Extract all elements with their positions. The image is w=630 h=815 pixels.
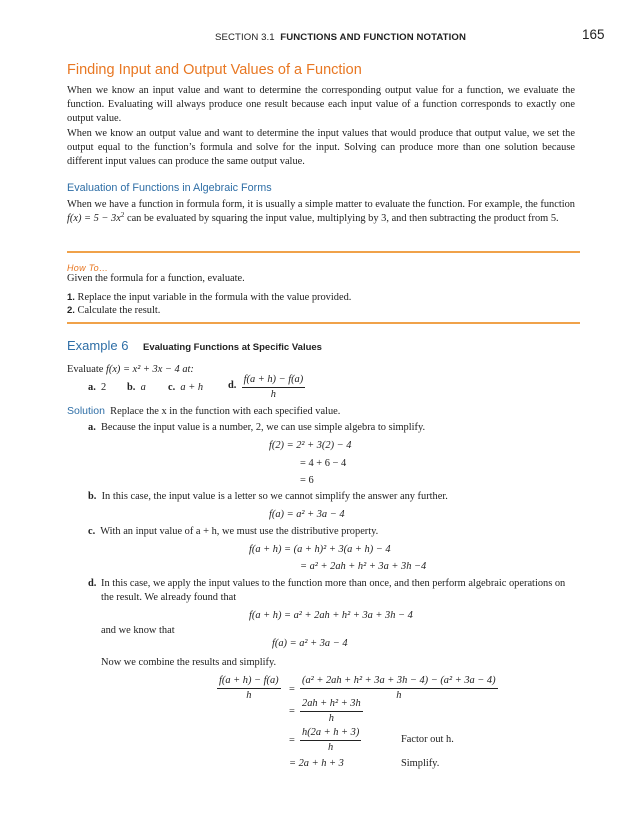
prompt-text: Evaluate <box>67 364 104 375</box>
part-c-value: c. a + h <box>168 382 204 393</box>
derivation-lhs <box>217 674 281 703</box>
part-b-eq <box>269 508 345 522</box>
derivation-step2 <box>300 697 363 726</box>
paragraph-formula-form: When we have a function in formula form, it is usually a simple matter to evaluate the function. For example, the function $f(x) = 5 - 3x^2$ can be evaluated by squaring the input value, multiplying by 3, and then subtracting the product from 5. <box>67 199 575 224</box>
part-c-explanation: c. With an input value of a + h, we must use the distributive property. <box>88 526 379 537</box>
heading-algebraic-forms: Evaluation of Functions in Algebraic Forms <box>67 182 272 194</box>
howto-step-1 <box>67 291 351 305</box>
part-a-explanation: a. Because the input value is a number, 2, we can use simple algebra to simplify. <box>88 422 426 433</box>
part-c-eq1 <box>249 543 391 557</box>
part-b-explanation: b. In this case, the input value is a letter so we cannot simplify the answer any further. <box>88 491 448 502</box>
para3-function: f(x) = 5 − 3x <box>67 213 121 224</box>
part-d-numerator: f(a + h) − f(a) <box>243 374 304 385</box>
paragraph-solve: When we know an output value and want to determine the input values that would produce that output value, we set the output equal to the function’s formula and solve for the input. Solving can produce more than one solution because different input values can produce the same output value. <box>67 128 575 167</box>
part-d-eq1 <box>249 609 413 623</box>
step1-denominator: h <box>396 690 402 701</box>
running-header <box>215 31 466 45</box>
equals-sign: = <box>289 706 295 717</box>
part-b-explanation-text: In this case, the input value is a letter so we cannot simplify the answer any further. <box>101 491 448 502</box>
para3-text-a: When we have a function in formula form, it is usually a simple matter to evaluate the function. For example, the function <box>67 199 575 210</box>
part-a-text: 2 <box>101 382 107 393</box>
solution-intro: Replace the x in the function with each specified value. <box>110 406 341 417</box>
step-text: Calculate the result. <box>77 305 161 316</box>
part-d-explanation: d. In this case, we apply the input values to the function more than once, and then perform algebraic operations on the result. We already found that <box>88 577 576 605</box>
part-c-eq2 <box>300 560 426 574</box>
part-a-eq3: = 6 <box>300 475 314 486</box>
derivation-step3 <box>300 726 361 755</box>
prompt-function: f(x) = x² + 3x − 4 at: <box>105 364 194 375</box>
part-d-value: d. $\frac{f(a + h) - f(a)}{h}$ <box>228 374 304 400</box>
part-c-explanation-text: With an input value of a + h, we must use the distributive property. <box>100 526 379 537</box>
para3-text-b: can be evaluated by squaring the input value, multiplying by 3, and then subtracting the product from 5. <box>126 213 559 224</box>
part-c-text: a + h <box>180 382 204 393</box>
step4-text: = 2a + h + 3 <box>289 758 344 769</box>
derivation-step4 <box>289 757 344 771</box>
step1-numerator: (a² + 2ah + h² + 3a + 3h − 4) − (a² + 3a − 4) <box>302 675 496 686</box>
lhs-numerator: f(a + h) − f(a) <box>219 675 279 686</box>
step4-note: Simplify. <box>401 758 440 769</box>
example-title: Evaluating Functions at Specific Values <box>143 342 322 353</box>
solution-line <box>67 404 340 419</box>
section-title: FUNCTIONS AND FUNCTION NOTATION <box>280 32 466 43</box>
step-number: 1. <box>67 292 75 303</box>
howto-top-rule <box>67 251 580 253</box>
step-number: 2. <box>67 305 75 316</box>
lhs-denominator: h <box>246 690 252 701</box>
howto-intro: Given the formula for a function, evaluate. <box>67 273 245 284</box>
step3-denominator: h <box>328 742 334 753</box>
step2-denominator: h <box>328 713 334 724</box>
paragraph-evaluate: When we know an input value and want to determine the corresponding output value for a function, we evaluate the function. Evaluating will always produce one result because each input value of a function corresponds to exactly one output value. <box>67 85 575 124</box>
c-eq2-text: = a² + 2ah + h² + 3a + 3h −4 <box>300 561 427 572</box>
step3-numerator: h(2a + h + 3) <box>302 727 360 738</box>
part-d-eq2 <box>272 637 348 651</box>
part-d-combine: Now we combine the results and simplify. <box>101 657 277 668</box>
howto-bottom-rule <box>67 322 580 324</box>
example-label: Example 6 <box>67 338 129 353</box>
step2-numerator: 2ah + h² + 3h <box>302 698 361 709</box>
page-number: 165 <box>582 27 605 42</box>
part-d-explanation-text: In this case, we apply the input values to the function more than once, and then perform algebraic operations on the result. We already found that <box>101 578 566 603</box>
equals-sign: = <box>289 684 295 695</box>
solution-label: Solution <box>67 405 105 417</box>
a-eq1-text: f(2) = 2² + 3(2) − 4 <box>269 440 352 451</box>
c-eq1-text: f(a + h) = (a + h)² + 3(a + h) − 4 <box>249 544 391 555</box>
section-number: SECTION 3.1 <box>215 32 275 43</box>
part-b-text: a <box>140 382 146 393</box>
howto-step-2 <box>67 304 160 318</box>
part-a-eq1 <box>269 439 351 453</box>
part-d-denominator: h <box>270 389 276 400</box>
step3-note: Factor out h. <box>401 734 454 745</box>
part-a-value: a. 2 <box>88 382 107 393</box>
d-eq2-text: f(a) = a² + 3a − 4 <box>272 638 348 649</box>
example-prompt <box>67 363 194 377</box>
equals-sign: = <box>289 735 295 746</box>
d-eq1-text: f(a + h) = a² + 2ah + h² + 3a + 3h − 4 <box>249 610 413 621</box>
part-a-eq2: = 4 + 6 − 4 <box>300 458 347 469</box>
step-text: Replace the input variable in the formula with the value provided. <box>77 292 352 303</box>
b-eq-text: f(a) = a² + 3a − 4 <box>269 509 345 520</box>
howto-label: How To… <box>67 263 109 273</box>
part-d-know: and we know that <box>101 625 175 636</box>
part-b-value: b. a <box>127 382 146 393</box>
part-a-explanation-text: Because the input value is a number, 2, we can use simple algebra to simplify. <box>101 422 426 433</box>
heading-finding-values: Finding Input and Output Values of a Function <box>67 62 362 78</box>
